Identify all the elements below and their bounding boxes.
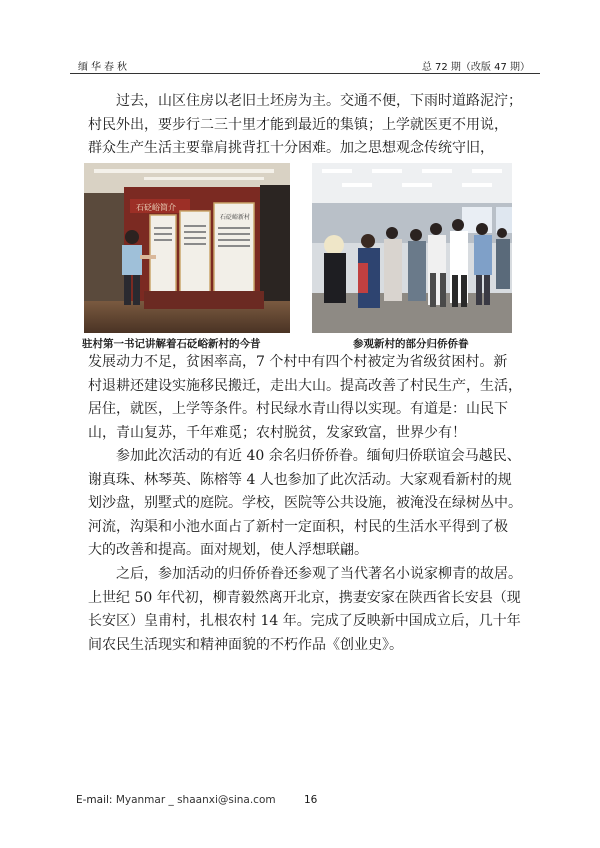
text-line: 划沙盘，别墅式的庭院。学校，医院等公共设施，被淹没在绿树丛中。 <box>88 495 522 511</box>
text-line: 发展动力不足，贫困率高，7 个村中有四个村被定为省级贫困村。新 <box>88 354 508 370</box>
paragraph-4 <box>88 563 548 657</box>
photo-village-introduction <box>84 163 290 333</box>
text-line: 河流，沟渠和小池水面占了新村一定面积，村民的生活水平得到了极 <box>88 518 508 535</box>
text-line: 过去，山区住房以老旧土坯房为主。交通不便，下雨时道路泥泞； <box>116 93 522 109</box>
text-line: 上世纪 50 年代初，柳青毅然离开北京，携妻安家在陕西省长安县（现 <box>88 589 521 606</box>
text-line: 居住，就医，上学等条件。村民绿水青山得以实现。有道是：山民下 <box>88 401 508 417</box>
page-header <box>70 58 540 74</box>
footer-email <box>76 794 276 806</box>
sign-text: 石砭峪简介 <box>136 203 176 212</box>
text-line: 山，青山复苏，千年难觅；农村脱贫，发家致富，世界少有！ <box>88 424 466 441</box>
text-line: 长安区）皇甫村，扎根农村 14 年。完成了反映新中国成立后，几十年 <box>88 613 521 629</box>
text-line: 间农民生活现实和精神面貌的不朽作品《创业史》。 <box>88 636 403 653</box>
header-divider <box>70 73 540 74</box>
figure-caption-right: 参观新村的部分归侨侨眷 <box>353 338 469 350</box>
journal-title: 缅华春秋 <box>78 62 130 73</box>
text-line: 村民外出，要步行二三十里才能到最近的集镇；上学就医更不用说， <box>88 116 508 133</box>
text-line: 村退耕还建设实施移民搬迁，走出大山。提高改善了村民生产，生活， <box>88 377 522 394</box>
photo-returned-overseas-chinese <box>312 163 512 333</box>
figure-caption-left: 驻村第一书记讲解着石砭峪新村的今昔 <box>82 338 261 350</box>
email-label: E-mail: <box>76 794 113 806</box>
text-line: 大的改善和提高。面对规划，使人浮想联翩。 <box>88 542 368 558</box>
paragraph-3 <box>88 445 548 563</box>
page-number: 16 <box>304 794 318 806</box>
exhibition-hall-image <box>84 163 290 333</box>
paragraph-1 <box>88 90 548 161</box>
paragraph-2 <box>88 351 548 445</box>
text-line: 群众生产生活主要靠肩挑背扛十分困难。加之思想观念传统守旧， <box>88 140 494 156</box>
text-line: 参加此次活动的有近 40 余名归侨侨眷。缅甸归侨联谊会马越民、 <box>116 448 521 464</box>
issue-number: 总 72 期（改版 47 期） <box>421 62 530 73</box>
text-line: 之后，参加活动的归侨侨眷还参观了当代著名小说家柳青的故居。 <box>116 566 522 582</box>
text-line: 谢真珠、林琴英、陈榕等 4 人也参加了此次活动。大家观看新村的规 <box>88 471 512 488</box>
panel-text: 石砭峪新村 <box>220 214 251 221</box>
group-visit-image <box>312 163 512 333</box>
email-address[interactable]: Myanmar _ shaanxi@sina.com <box>115 794 276 806</box>
